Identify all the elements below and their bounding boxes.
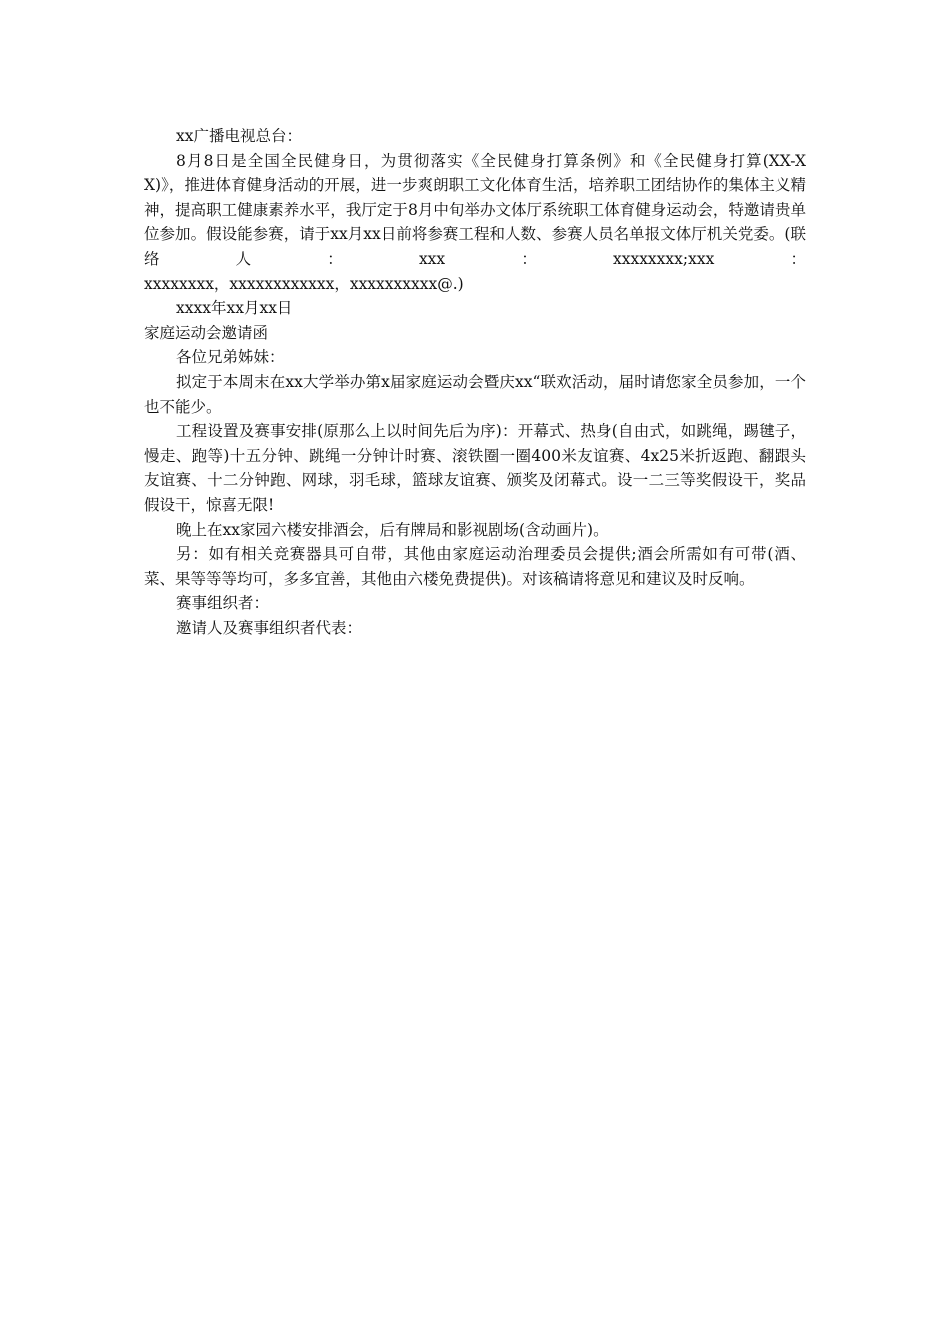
invitation-paragraph: 8月8日是全国全民健身日，为贯彻落实《全民健身打算条例》和《全民健身打算(XX-XX)》，推进体育健身活动的开展，进一步爽朗职工文化体育生活，培养职工团结协作的集体主义精神，提高职工健康素养水平，我厅定于8月中旬举办文体厅系统职工体育健身运动会，特邀请贵单位参加。假设能参赛，请于xx月xx日前将参赛工程和人数、参赛人员名单报文体厅机关党委。(联络人：xxx：xxxxxxxx;xxx： — [144, 151, 806, 268]
evening-paragraph: 晚上在xx家园六楼安排酒会，后有牌局和影视剧场(含动画片)。 — [176, 520, 609, 539]
letter-date: xxxx年xx月xx日 — [176, 299, 293, 318]
representative-line: 邀请人及赛事组织者代表： — [176, 618, 363, 637]
salutation-family: 各位兄弟姊妹： — [176, 348, 285, 367]
contact-details: xxxxxxxx，xxxxxxxxxxxx，xxxxxxxxxx@.) — [144, 274, 464, 293]
document-body — [144, 124, 806, 640]
salutation-broadcast: xx广播电视总台： — [176, 127, 302, 145]
schedule-paragraph: 工程设置及赛事安排(原那么上以时间先后为序)：开幕式、热身(自由式，如跳绳，踢毽子，慢走、跑等)十五分钟、跳绳一分钟计时赛、滚铁圈一圈400米友谊赛、4x25米折返跑、翻跟头友谊赛、十二分钟跑、网球，羽毛球，篮球友谊赛、颁奖及闭幕式。设一二三等奖假设干，奖品假设干，惊喜无限! — [144, 422, 806, 514]
organizer-line: 赛事组织者： — [176, 594, 270, 613]
section-title: 家庭运动会邀请函 — [144, 323, 269, 342]
notes-paragraph: 另：如有相关竞赛器具可自带，其他由家庭运动治理委员会提供;酒会所需如有可带(酒、菜、果等等等均可，多多宜善，其他由六楼免费提供)。对该稿请将意见和建议及时反响。 — [144, 545, 806, 588]
event-intro-paragraph: 拟定于本周末在xx大学举办第x届家庭运动会暨庆xx“联欢活动，届时请您家全员参加，一个也不能少。 — [144, 372, 806, 416]
